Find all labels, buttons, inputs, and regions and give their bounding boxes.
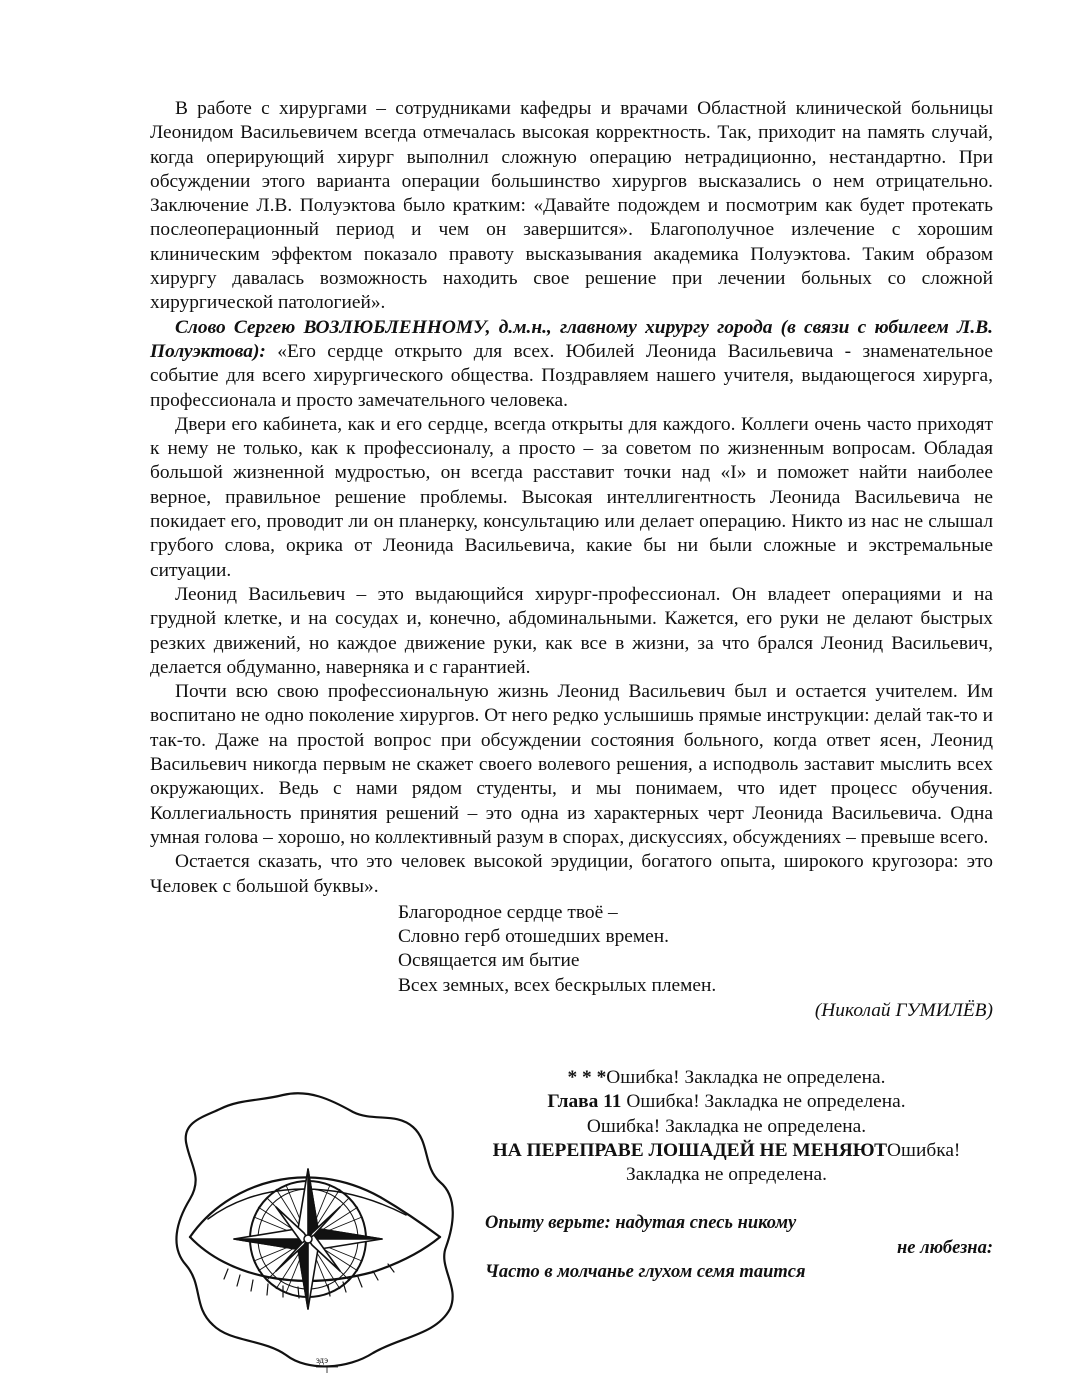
paragraph-1 [150, 97, 993, 316]
paragraph-2 [150, 316, 993, 413]
paragraph-text: Двери его кабинета, как и его сердце, всегда открыты для каждого. Коллеги очень часто приходят к нему не только, как к профессионалу, а просто – за советом по жизненным вопросам. Обладая большой жизненной мудростью, он всегда расставит точки над «I» и поможет найти наиболее верное, правильное решение проблемы. Высокая интеллигентность Леонида Васильевича не покидает его, проводит ли он планерку, консультацию или делает операцию. Никто из нас не слышал грубого слова, окрика от Леонида Васильевича, какие бы ни были сложные и экстремальные ситуации. [150, 413, 993, 581]
paragraph-lead: Слово Сергею ВОЗЛЮБЛЕННОМУ, д.м.н., главному хирургу города (в связи с юбилеем Л.В. Полуэктова): [150, 316, 993, 362]
section-stars: * * * [567, 1067, 607, 1088]
epigraph [485, 1211, 993, 1285]
chapter-label: Глава 11 [547, 1091, 622, 1113]
chapter-title: НА ПЕРЕПРАВЕ ЛОШАДЕЙ НЕ МЕНЯЮТ [492, 1139, 888, 1161]
paragraph-5 [150, 680, 993, 850]
poem-author: (Николай ГУМИЛЁВ) [814, 999, 993, 1021]
eye-compass-illustration [168, 1087, 458, 1387]
poem-line: Всех земных, всех бескрылых племен. [398, 974, 717, 996]
paragraph-6 [150, 850, 993, 899]
chapter-line-1 [460, 1066, 993, 1090]
bookmark-error: Ошибка! Закладка не определена. [586, 1115, 867, 1137]
epigraph-line: не любезна: [897, 1237, 993, 1258]
poem-line: Словно герб отошедших времен. [398, 926, 670, 948]
bookmark-error: Ошибка! [887, 1139, 961, 1161]
paragraph-text: В работе с хирургами – сотрудниками кафедры и врачами Областной клинической больницы Леонидом Васильевичем всегда отмечалась высокая корректность. Так, приходит на память случай, когда оперирующий хирург выполнил сложную операцию нетрадиционно, нестандартно. При обсуждении этого варианта операции большинство хирургов высказались о нем отрицательно. Заключение Л.В. Полуэктова было кратким: «Давайте подождем и посмотрим как будет протекать послеоперационный период и чем он завершится». Благополучное излечение с хорошим клиническим эффектом показало правоту высказывания академика Полуэктова. Таким образом хирургу давалась возможность находить свое решение при лечении больных со сложной хирургической патологией». [150, 98, 993, 314]
paragraph-text: Леонид Васильевич – это выдающийся хирург-профессионал. Он владеет операциями и на грудной клетке, и на сосудах и, конечно, абдоминальными. Кажется, его руки не делают быстрых резких движений, но каждое движение руки, как все в жизни, за что брался Леонид Васильевич, делается обдуманно, наверняка и с гарантией. [150, 583, 993, 678]
poem-line: Благородное сердце твоё – [398, 901, 618, 923]
bookmark-error: Ошибка! Закладка не определена. [606, 1067, 886, 1088]
paragraph-3 [150, 413, 993, 583]
bookmark-error: Закладка не определена. [625, 1164, 827, 1186]
paragraph-text: Остается сказать, что это человек высокой эрудиции, богатого опыта, широкого кругозора: это Человек с большой буквы». [150, 851, 993, 897]
chapter-heading [460, 1066, 993, 1187]
chapter-line-2 [460, 1090, 993, 1114]
epigraph-line: Опыту верьте: надутая спесь никому [485, 1213, 797, 1233]
epigraph-line: Часто в молчанье глухом семя таится [485, 1262, 806, 1282]
poem-line: Освящается им бытие [398, 950, 580, 972]
paragraph-4 [150, 583, 993, 680]
paragraph-text: «Его сердце открыто для всех. Юбилей Леонида Васильевича - знаменательное событие для всего хирургического общества. Поздравляем нашего учителя, выдающегося хирурга, профессионала и просто замечательного человека. [150, 340, 993, 411]
poem [398, 901, 993, 998]
article-body [150, 97, 993, 1023]
svg-text:эдэ: эдэ [316, 1355, 329, 1365]
chapter-line-4 [460, 1139, 993, 1163]
bookmark-error: Ошибка! Закладка не определена. [621, 1091, 906, 1113]
paragraph-text: Почти всю свою профессиональную жизнь Леонид Васильевич был и остается учителем. Им воспитано не одно поколение хирургов. От него редко услышишь прямые инструкции: делай так-то и так-то. Даже на простой вопрос при обсуждении состояния больного, когда ответ ясен, Леонид Васильевич никогда первым не скажет своего волевого решения, а исподволь заставит мыслить всех окружающих. Ведь с нами рядом студенты, и мы понимаем, что идет процесс обучения. Коллегиальность принятия решений – это одна из характерных черт Леонида Васильевича. Одна умная голова – хорошо, но коллективный разум в спорах, дискуссиях, обсуждениях – превыше всего. [150, 681, 993, 848]
artist-signature [316, 1355, 338, 1373]
